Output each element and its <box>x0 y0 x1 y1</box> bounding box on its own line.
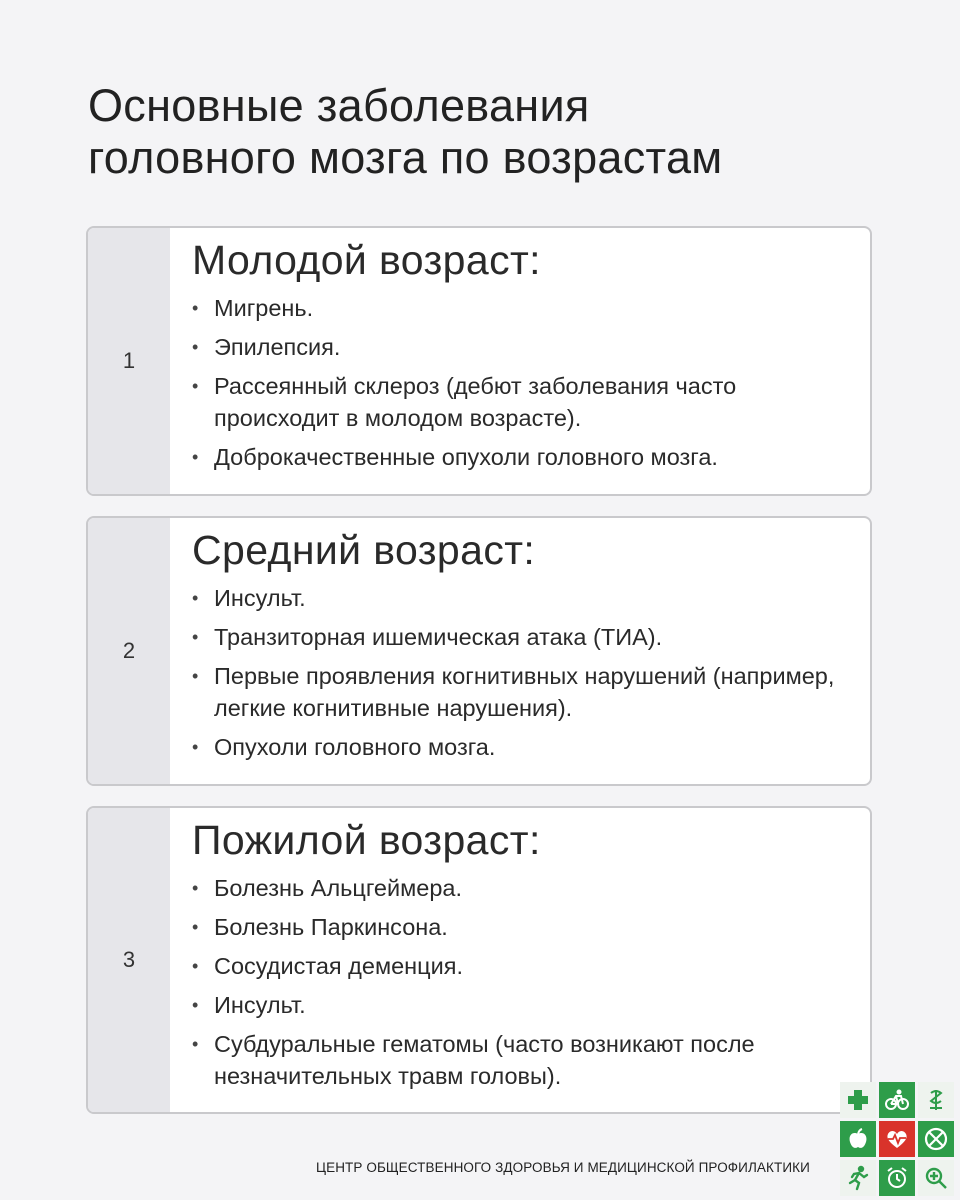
list-item: • Сосудистая деменция. <box>192 950 856 982</box>
list-item: • Мигрень. <box>192 292 856 324</box>
page-title-line-2: головного мозга по возрастам <box>88 132 723 183</box>
runner-icon <box>840 1160 876 1196</box>
plus-icon <box>840 1082 876 1118</box>
alarm-clock-icon <box>879 1160 915 1196</box>
card-heading: Пожилой возраст: <box>192 817 541 863</box>
organization-name: ЦЕНТР ОБЩЕСТВЕННОГО ЗДОРОВЬЯ И МЕДИЦИНСКОЙ ПРОФИЛАКТИКИ <box>316 1160 810 1175</box>
page-title-line-1: Основные заболевания <box>88 80 590 131</box>
age-card-elderly <box>86 806 872 1114</box>
age-card-middle <box>86 516 872 786</box>
list-item: • Транзиторная ишемическая атака (ТИА). <box>192 621 856 653</box>
heart-pulse-icon <box>879 1121 915 1157</box>
list-item: • Эпилепсия. <box>192 331 856 363</box>
bicycle-icon <box>879 1082 915 1118</box>
card-number: 3 <box>88 808 170 1112</box>
apple-icon <box>840 1121 876 1157</box>
card-number: 1 <box>88 228 170 494</box>
disease-list <box>192 292 856 473</box>
list-item: • Инсульт. <box>192 989 856 1021</box>
no-smoking-icon <box>918 1121 954 1157</box>
list-item: • Первые проявления когнитивных нарушений (например, легкие когнитивные нарушения). <box>192 660 856 724</box>
card-heading: Молодой возраст: <box>192 237 541 283</box>
list-item: • Опухоли головного мозга. <box>192 731 856 763</box>
list-item: • Доброкачественные опухоли головного мозга. <box>192 441 856 473</box>
card-heading: Средний возраст: <box>192 527 536 573</box>
list-item: • Субдуральные гематомы (часто возникают после незначительных травм головы). <box>192 1028 856 1092</box>
disease-list <box>192 872 856 1092</box>
medicine-cup-icon <box>918 1082 954 1118</box>
age-card-young <box>86 226 872 496</box>
card-number: 2 <box>88 518 170 784</box>
list-item: • Рассеянный склероз (дебют заболевания часто происходит в молодом возрасте). <box>192 370 856 434</box>
health-center-logo <box>840 1082 954 1196</box>
list-item: • Болезнь Альцгеймера. <box>192 872 856 904</box>
magnifier-plus-icon <box>918 1160 954 1196</box>
list-item: • Инсульт. <box>192 582 856 614</box>
disease-list <box>192 582 856 763</box>
list-item: • Болезнь Паркинсона. <box>192 911 856 943</box>
page-title <box>88 80 888 184</box>
